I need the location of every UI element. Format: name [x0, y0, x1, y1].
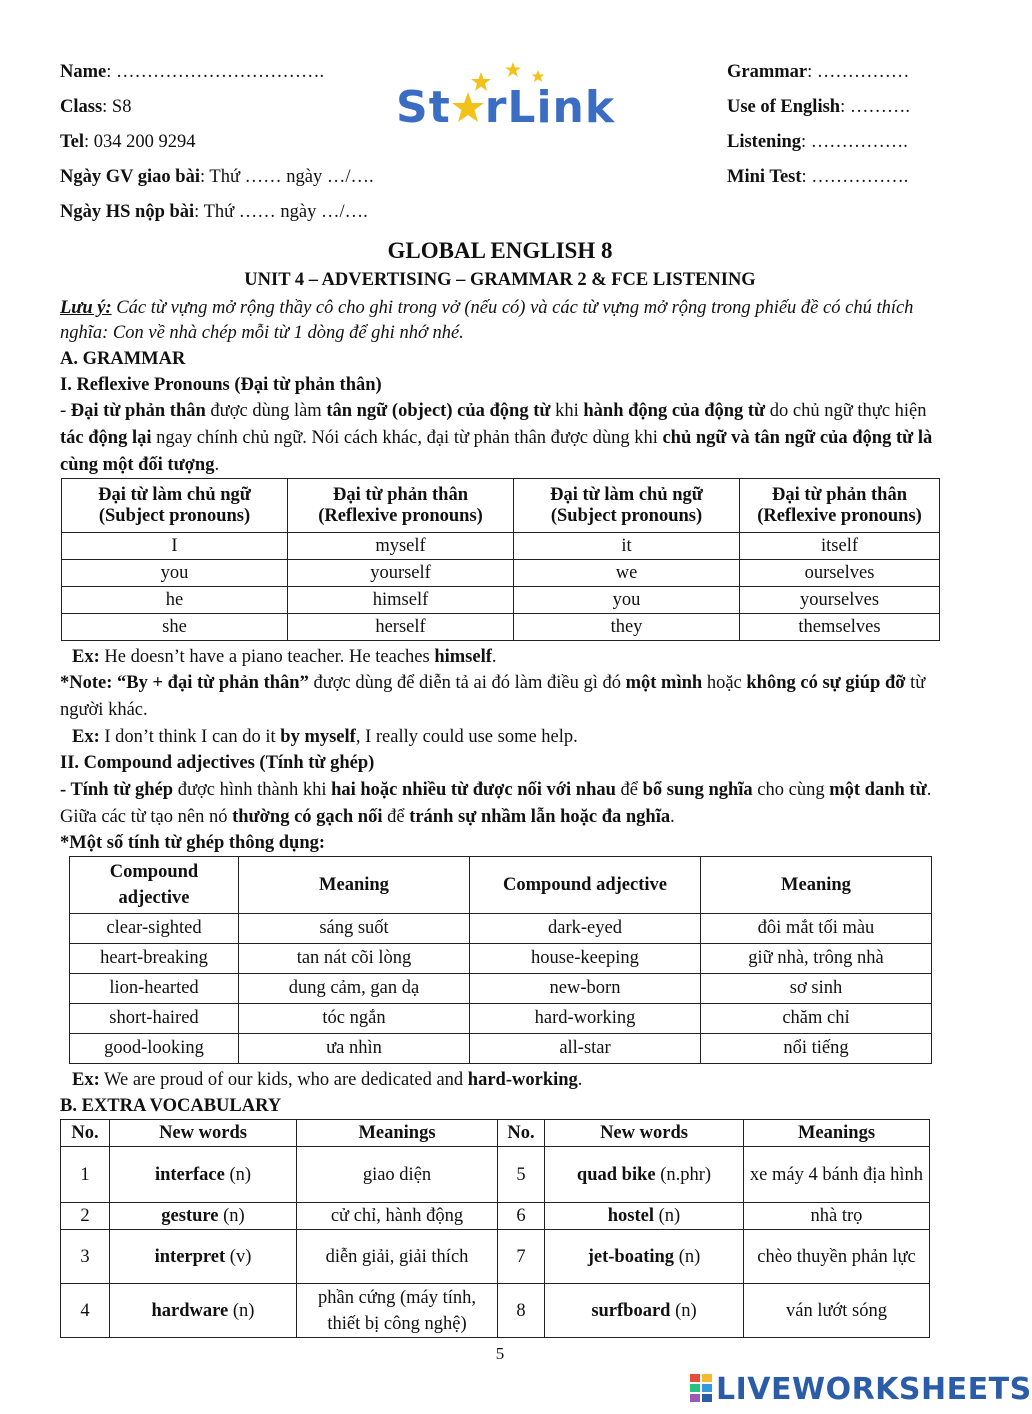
compound-list-heading: *Một số tính từ ghép thông dụng: — [60, 833, 326, 853]
table-cell: tan nát cõi lòng — [239, 944, 470, 974]
table-cell: house-keeping — [470, 944, 701, 974]
table-cell: 7 — [498, 1230, 545, 1284]
table-cell: short-haired — [70, 1004, 239, 1034]
table-row — [62, 614, 940, 641]
liveworksheets-icon — [690, 1374, 714, 1402]
logo-text: St rLink — [396, 82, 616, 133]
table-cell: herself — [288, 614, 514, 641]
compound-adjective-table — [69, 856, 932, 1064]
table-cell: yourselves — [740, 587, 940, 614]
table-cell: ván lướt sóng — [744, 1284, 930, 1338]
table-header: Đại từ phản thân (Reflexive pronouns) — [288, 479, 514, 533]
table-cell: dark-eyed — [470, 914, 701, 944]
table-row — [61, 1203, 930, 1230]
table-cell: diễn giải, giải thích — [297, 1230, 498, 1284]
table-cell: jet-boating (n) — [545, 1230, 744, 1284]
note-paragraph: Lưu ý: Các từ vựng mở rộng thầy cô cho ghi trong vở (nếu có) và các từ vựng mở rộng trong phiếu đề có chú thích nghĩa: Con về nhà chép mỗi từ 1 dòng để ghi nhớ nhé. — [60, 298, 914, 343]
table-header: Meanings — [744, 1120, 930, 1147]
table-header: Meaning — [239, 857, 470, 914]
compound-example: Ex: We are proud of our kids, who are dedicated and hard-working. — [72, 1070, 583, 1090]
table-cell: cử chỉ, hành động — [297, 1203, 498, 1230]
table-row — [62, 533, 940, 560]
table-cell: 1 — [61, 1147, 110, 1203]
by-reflexive-note: *Note: “By + đại từ phản thân” được dùng để diễn tả ai đó làm điều gì đó một mình hoặc không có sự giúp đỡ từ người khác. — [60, 673, 926, 720]
table-cell: he — [62, 587, 288, 614]
table-cell: 4 — [61, 1284, 110, 1338]
table-row — [61, 1230, 930, 1284]
table-cell: interpret (v) — [110, 1230, 297, 1284]
table-cell: xe máy 4 bánh địa hình — [744, 1147, 930, 1203]
table-cell: yourself — [288, 560, 514, 587]
table-cell: hostel (n) — [545, 1203, 744, 1230]
table-header: No. — [498, 1120, 545, 1147]
table-cell: gesture (n) — [110, 1203, 297, 1230]
table-cell: ourselves — [740, 560, 940, 587]
table-cell: hardware (n) — [110, 1284, 297, 1338]
table-cell: you — [62, 560, 288, 587]
page-number: 5 — [495, 1344, 505, 1363]
table-cell: sáng suốt — [239, 914, 470, 944]
reflexive-pronoun-table — [61, 478, 940, 641]
table-header: New words — [545, 1120, 744, 1147]
tel-field: Tel: 034 200 9294 — [60, 132, 196, 152]
table-cell: new-born — [470, 974, 701, 1004]
reflexive-example-2: Ex: I don’t think I can do it by myself, I really could use some help. — [72, 727, 578, 747]
compound-description: - Tính từ ghép được hình thành khi hai hoặc nhiều từ được nối với nhau để bổ sung nghĩa cho cùng một danh từ. Giữa các từ tạo nên nó thường có gạch nối để tránh sự nhầm lẫn hoặc đa nghĩa. — [60, 780, 932, 827]
table-cell: themselves — [740, 614, 940, 641]
table-cell: quad bike (n.phr) — [545, 1147, 744, 1203]
table-cell: sơ sinh — [701, 974, 932, 1004]
table-row — [61, 1284, 930, 1338]
page-subtitle: UNIT 4 – ADVERTISING – GRAMMAR 2 & FCE LISTENING — [244, 270, 756, 290]
table-cell: 6 — [498, 1203, 545, 1230]
table-cell: nhà trọ — [744, 1203, 930, 1230]
liveworksheets-logo: LIVEWORKSHEETS — [690, 1372, 1032, 1407]
table-header: Đại từ làm chủ ngữ (Subject pronouns) — [514, 479, 740, 533]
star-icon — [451, 91, 485, 125]
table-cell: nổi tiếng — [701, 1034, 932, 1064]
table-cell: I — [62, 533, 288, 560]
name-field: Name: ……………………………. — [60, 62, 325, 82]
starlink-logo — [396, 60, 626, 140]
table-cell: good-looking — [70, 1034, 239, 1064]
table-cell: đôi mắt tối màu — [701, 914, 932, 944]
table-cell: tóc ngắn — [239, 1004, 470, 1034]
table-cell: 3 — [61, 1230, 110, 1284]
reflexive-description: - Đại từ phản thân được dùng làm tân ngữ (object) của động từ khi hành động của động từ do chủ ngữ thực hiện tác động lại ngay chính chủ ngữ. Nói cách khác, đại từ phản thân được dùng khi chủ ngữ và tân ngữ của động từ là cùng một đối tượng. — [60, 401, 933, 475]
table-cell: hard-working — [470, 1004, 701, 1034]
extra-vocabulary-table — [60, 1119, 930, 1338]
table-cell: lion-hearted — [70, 974, 239, 1004]
table-cell: 8 — [498, 1284, 545, 1338]
table-cell: all-star — [470, 1034, 701, 1064]
table-cell: clear-sighted — [70, 914, 239, 944]
table-cell: giữ nhà, trông nhà — [701, 944, 932, 974]
table-cell: chăm chỉ — [701, 1004, 932, 1034]
table-cell: 2 — [61, 1203, 110, 1230]
table-cell: dung cảm, gan dạ — [239, 974, 470, 1004]
page-title: GLOBAL ENGLISH 8 — [387, 238, 613, 263]
table-cell: they — [514, 614, 740, 641]
listening-score: Listening: ……………. — [727, 132, 908, 152]
section-a-heading: A. GRAMMAR — [60, 349, 186, 369]
table-header: Compound adjective — [470, 857, 701, 914]
table-cell: ưa nhìn — [239, 1034, 470, 1064]
table-row — [70, 944, 932, 974]
table-cell: it — [514, 533, 740, 560]
table-header: New words — [110, 1120, 297, 1147]
reflexive-heading: I. Reflexive Pronouns (Đại từ phản thân) — [60, 375, 382, 395]
table-cell: interface (n) — [110, 1147, 297, 1203]
table-header: Meanings — [297, 1120, 498, 1147]
table-row — [62, 560, 940, 587]
table-header: Compound adjective — [70, 857, 239, 914]
table-row — [70, 914, 932, 944]
use-of-english-score: Use of English: ………. — [727, 97, 910, 117]
mini-test-score: Mini Test: ……………. — [727, 167, 909, 187]
table-cell: myself — [288, 533, 514, 560]
table-row — [62, 587, 940, 614]
table-cell: chèo thuyền phản lực — [744, 1230, 930, 1284]
table-row — [70, 974, 932, 1004]
compound-heading: II. Compound adjectives (Tính từ ghép) — [60, 753, 375, 773]
table-cell: itself — [740, 533, 940, 560]
table-header: Meaning — [701, 857, 932, 914]
table-header: Đại từ phản thân (Reflexive pronouns) — [740, 479, 940, 533]
assign-date-field: Ngày GV giao bài: Thứ …… ngày …/…. — [60, 167, 374, 187]
section-b-heading: B. EXTRA VOCABULARY — [60, 1096, 282, 1116]
table-cell: heart-breaking — [70, 944, 239, 974]
table-header: Đại từ làm chủ ngữ (Subject pronouns) — [62, 479, 288, 533]
class-field: Class: S8 — [60, 97, 132, 117]
table-header: No. — [61, 1120, 110, 1147]
table-row — [61, 1147, 930, 1203]
grammar-score: Grammar: …………… — [727, 62, 910, 82]
table-row — [70, 1004, 932, 1034]
table-cell: surfboard (n) — [545, 1284, 744, 1338]
table-cell: phần cứng (máy tính, thiết bị công nghệ) — [297, 1284, 498, 1338]
submit-date-field: Ngày HS nộp bài: Thứ …… ngày …/…. — [60, 202, 368, 222]
table-cell: we — [514, 560, 740, 587]
table-cell: she — [62, 614, 288, 641]
reflexive-example-1: Ex: He doesn’t have a piano teacher. He teaches himself. — [72, 647, 497, 667]
table-cell: 5 — [498, 1147, 545, 1203]
table-cell: you — [514, 587, 740, 614]
table-cell: giao diện — [297, 1147, 498, 1203]
table-cell: himself — [288, 587, 514, 614]
table-row — [70, 1034, 932, 1064]
